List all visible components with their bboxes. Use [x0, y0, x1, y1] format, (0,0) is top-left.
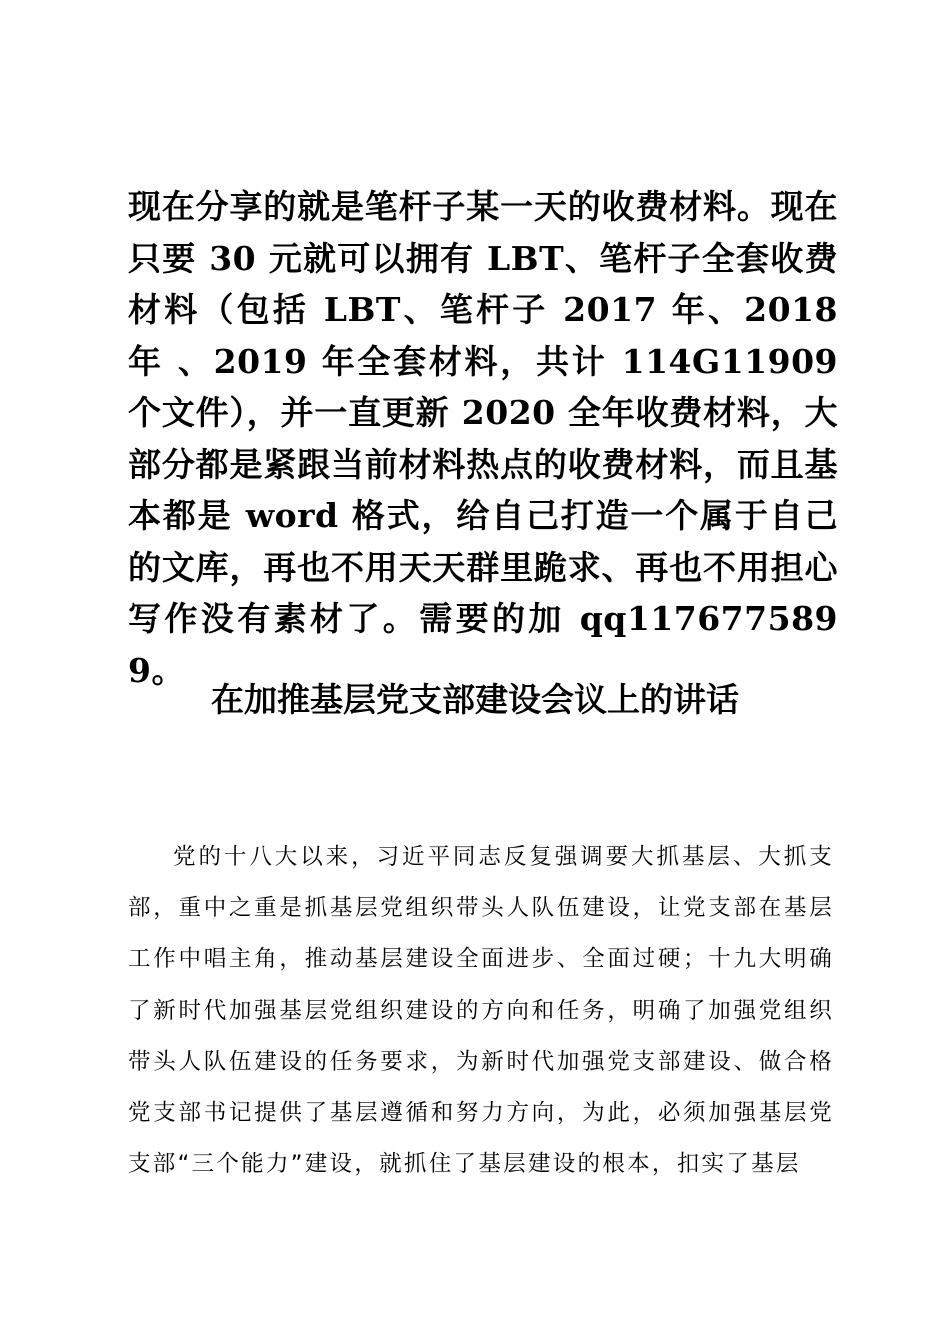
- document-title: 在加推基层党支部建设会议上的讲话: [211, 680, 739, 719]
- body-paragraph: 党的十八大以来，习近平同志反复强调要大抓基层、大抓支部，重中之重是抓基层党组织带头人队伍建设，让党支部在基层工作中唱主角，推动基层建设全面进步、全面过硬；十九大明确了新时代加强基层党组织建设的方向和任务，明确了加强党组织带头人队伍建设的任务要求，为新时代加强党支部建设、做合格党支部书记提供了基层遵循和努力方向，为此，必须加强基层党支部“三个能力”建设，就抓住了基层建设的根本，扣实了基层: [128, 844, 834, 1178]
- promo-paragraph: 现在分享的就是笔杆子某一天的收费材料。现在只要 30 元就可以拥有 LBT、笔杆子全套收费材料（包括 LBT、笔杆子 2017 年、2018 年 、2019 年全套材料，共计 114G11909 个文件），并一直更新 2020 全年收费材料，大部分都是紧跟当前材料热点的收费材料，而且基本都是 word 格式，给自己打造一个属于自己的文库，再也不用天天群里跪求、再也不用担心写作没有素材了。需要的加 qq1176775899。: [128, 187, 838, 690]
